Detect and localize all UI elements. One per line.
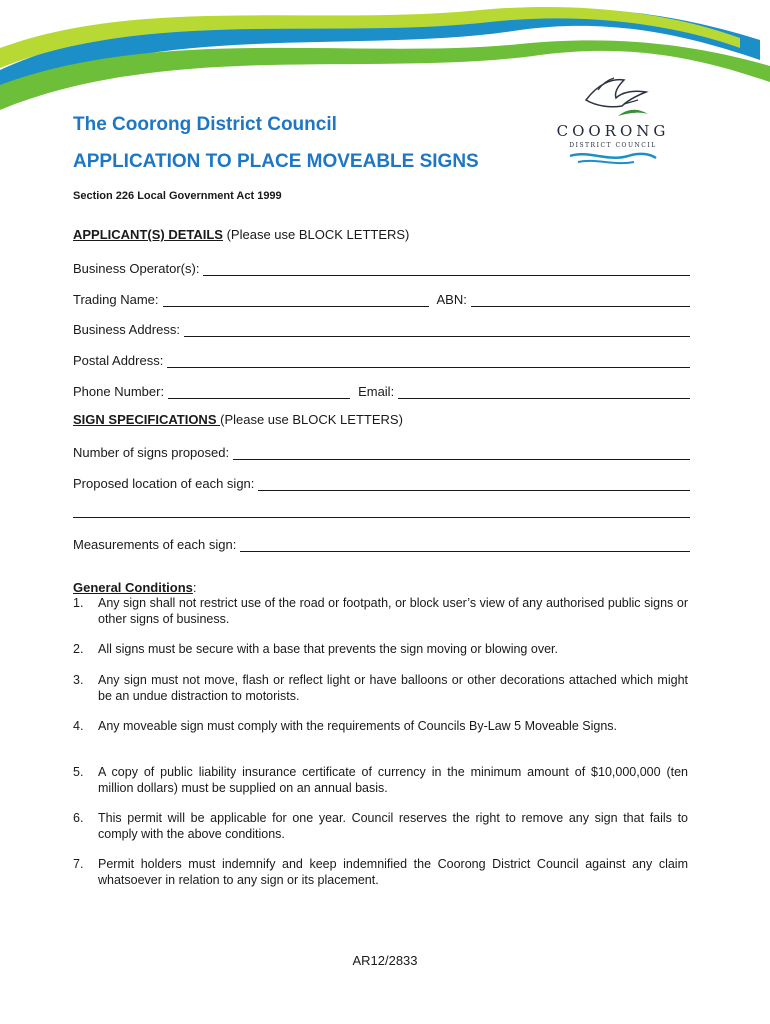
logo-name: COORONG bbox=[556, 122, 670, 140]
condition-item bbox=[73, 719, 688, 735]
phone-number-label: Phone Number: bbox=[73, 384, 165, 399]
condition-number: 1. bbox=[73, 596, 84, 610]
council-name: The Coorong District Council bbox=[73, 114, 337, 135]
condition-text: Permit holders must indemnify and keep indemnified the Coorong District Council against any claim whatsoever in relation to any sign or its placement. bbox=[98, 857, 688, 887]
business-address-label: Business Address: bbox=[73, 322, 180, 337]
abn-label: ABN: bbox=[436, 292, 467, 307]
condition-text: Any sign shall not restrict use of the road or footpath, or block user’s view of any authorised public signs or other signs of business. bbox=[98, 596, 688, 626]
proposed-location-input-line[interactable] bbox=[258, 476, 690, 491]
email-input-line[interactable] bbox=[398, 384, 690, 399]
trading-name-label: Trading Name: bbox=[73, 292, 159, 307]
sign-heading-text: SIGN SPECIFICATIONS bbox=[73, 412, 221, 427]
proposed-location-field[interactable] bbox=[73, 471, 690, 491]
measurements-label: Measurements of each sign: bbox=[73, 537, 237, 552]
business-operator-label: Business Operator(s): bbox=[73, 261, 200, 276]
business-address-field[interactable] bbox=[73, 317, 690, 337]
condition-number: 3. bbox=[73, 673, 84, 687]
conditions-heading-colon: : bbox=[192, 580, 197, 595]
sign-heading-note: (Please use BLOCK LETTERS) bbox=[220, 412, 403, 427]
condition-item bbox=[73, 673, 688, 704]
condition-text: Any moveable sign must comply with the requirements of Councils By-Law 5 Moveable Signs. bbox=[98, 719, 617, 733]
applicant-heading-note: (Please use BLOCK LETTERS) bbox=[222, 227, 410, 242]
business-address-input-line[interactable] bbox=[184, 322, 690, 337]
measurements-input-line[interactable] bbox=[240, 537, 690, 552]
condition-item bbox=[73, 857, 688, 888]
applicant-heading-text: APPLICANT(S) DETAILS bbox=[73, 227, 223, 242]
business-operator-field[interactable] bbox=[73, 256, 690, 276]
pelican-icon bbox=[538, 70, 688, 120]
phone-email-row bbox=[73, 379, 690, 399]
condition-item bbox=[73, 811, 688, 842]
document-reference: AR12/2833 bbox=[352, 953, 418, 968]
number-of-signs-label: Number of signs proposed: bbox=[73, 445, 230, 460]
trading-name-input-line[interactable] bbox=[163, 292, 429, 307]
postal-address-label: Postal Address: bbox=[73, 353, 164, 368]
condition-item bbox=[73, 642, 688, 658]
condition-item bbox=[73, 596, 688, 627]
abn-input-line[interactable] bbox=[471, 292, 690, 307]
condition-number: 2. bbox=[73, 642, 84, 656]
proposed-location-label: Proposed location of each sign: bbox=[73, 476, 255, 491]
condition-text: This permit will be applicable for one year. Council reserves the right to remove any sign that fails to comply with the above conditions. bbox=[98, 811, 688, 841]
condition-text: All signs must be secure with a base that prevents the sign moving or blowing over. bbox=[98, 642, 558, 656]
condition-text: Any sign must not move, flash or reflect light or have balloons or other decorations attached which might be an undue distraction to motorists. bbox=[98, 673, 688, 703]
phone-number-input-line[interactable] bbox=[168, 384, 350, 399]
condition-number: 6. bbox=[73, 811, 84, 825]
condition-number: 7. bbox=[73, 857, 84, 871]
condition-number: 5. bbox=[73, 765, 84, 779]
postal-address-field[interactable] bbox=[73, 348, 690, 368]
logo-subtitle: DISTRICT COUNCIL bbox=[569, 142, 657, 149]
number-of-signs-field[interactable] bbox=[73, 440, 690, 460]
sign-section-heading bbox=[73, 412, 403, 427]
trading-name-abn-row bbox=[73, 287, 690, 307]
form-title: APPLICATION TO PLACE MOVEABLE SIGNS bbox=[73, 151, 479, 172]
proposed-location-extra-line[interactable] bbox=[73, 517, 690, 518]
measurements-field[interactable] bbox=[73, 532, 690, 552]
applicant-section-heading bbox=[73, 227, 409, 242]
act-reference: Section 226 Local Government Act 1999 bbox=[73, 190, 282, 202]
coorong-logo bbox=[538, 70, 688, 170]
condition-item bbox=[73, 765, 688, 796]
condition-text: A copy of public liability insurance certificate of currency in the minimum amount of $10,000,000 (ten million dollars) must be supplied on an annual basis. bbox=[98, 765, 688, 795]
number-of-signs-input-line[interactable] bbox=[233, 445, 690, 460]
condition-number: 4. bbox=[73, 719, 84, 733]
business-operator-input-line[interactable] bbox=[203, 261, 690, 276]
conditions-heading bbox=[73, 580, 197, 595]
water-wave-icon bbox=[568, 150, 658, 166]
postal-address-input-line[interactable] bbox=[167, 353, 690, 368]
email-label: Email: bbox=[358, 384, 395, 399]
conditions-heading-text: General Conditions bbox=[73, 580, 193, 595]
